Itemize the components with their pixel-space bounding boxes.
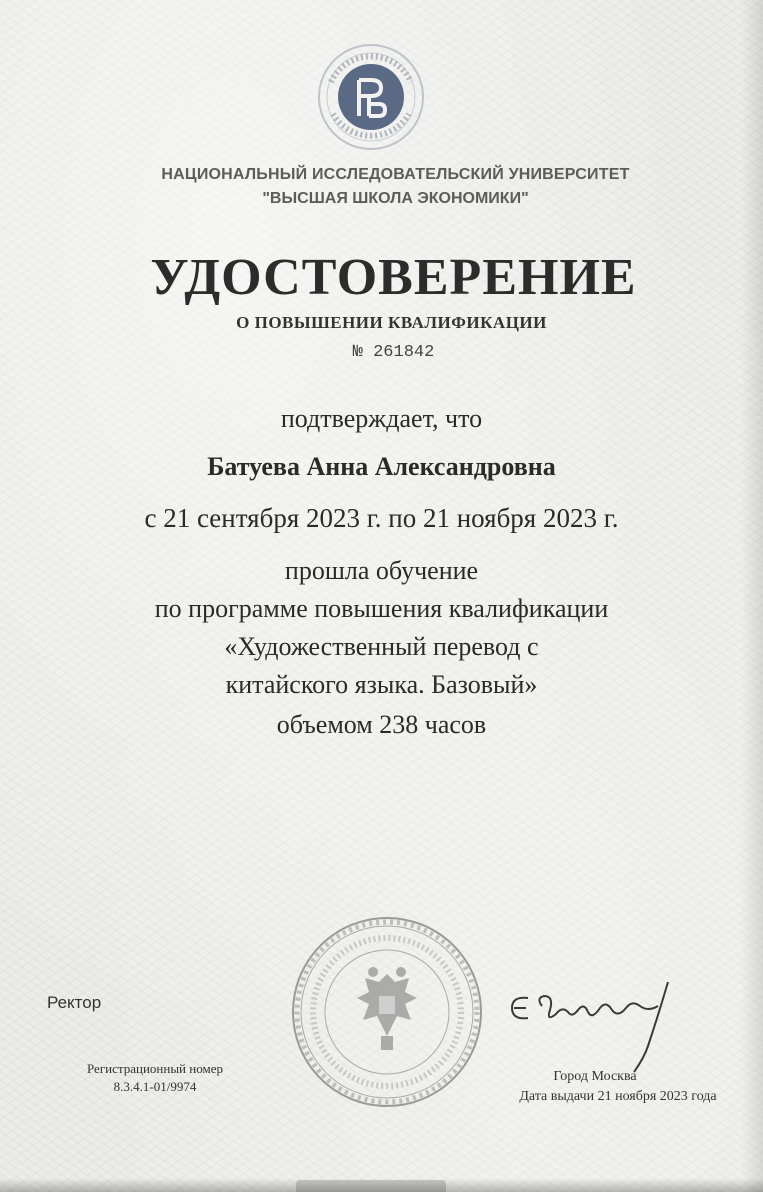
certificate-title: УДОСТОВЕРЕНИЕ xyxy=(150,249,637,306)
certificate-subtitle: О ПОВЫШЕНИИ КВАЛИФИКАЦИИ xyxy=(236,313,547,332)
rector-label: Ректор xyxy=(47,993,102,1012)
certificate-number: № 261842 xyxy=(352,343,435,362)
state-emblem-stamp-icon xyxy=(287,912,487,1112)
program-title-line: китайского языка. Базовый» xyxy=(225,670,538,699)
confirms-text: подтверждает, что xyxy=(280,404,483,433)
issue-date: Дата выдачи 21 ноября 2023 года xyxy=(519,1089,717,1104)
university-name-line1: НАЦИОНАЛЬНЫЙ ИССЛЕДОВАТЕЛЬСКИЙ УНИВЕРСИТЕТ xyxy=(161,166,630,183)
registration-number: 8.3.4.1-01/9974 xyxy=(113,1079,197,1094)
issue-city: Город Москва xyxy=(553,1069,637,1084)
registration-label: Регистрационный номер xyxy=(87,1061,223,1076)
signature-icon xyxy=(498,976,698,1076)
person-name: Батуева Анна Александровна xyxy=(207,452,556,481)
hse-logo-icon xyxy=(311,42,431,152)
program-title-line: «Художественный перевод с xyxy=(224,632,539,661)
study-period: с 21 сентября 2023 г. по 21 ноября 2023 г. xyxy=(144,503,619,533)
body-line: прошла обучение xyxy=(284,556,479,585)
program-hours: объемом 238 часов xyxy=(276,710,487,739)
registration-block xyxy=(60,1060,250,1096)
university-name-line2: "ВЫСШАЯ ШКОЛА ЭКОНОМИКИ" xyxy=(262,190,529,207)
bottom-shadow xyxy=(0,1178,763,1192)
body-line: по программе повышения квалификации xyxy=(154,594,609,623)
